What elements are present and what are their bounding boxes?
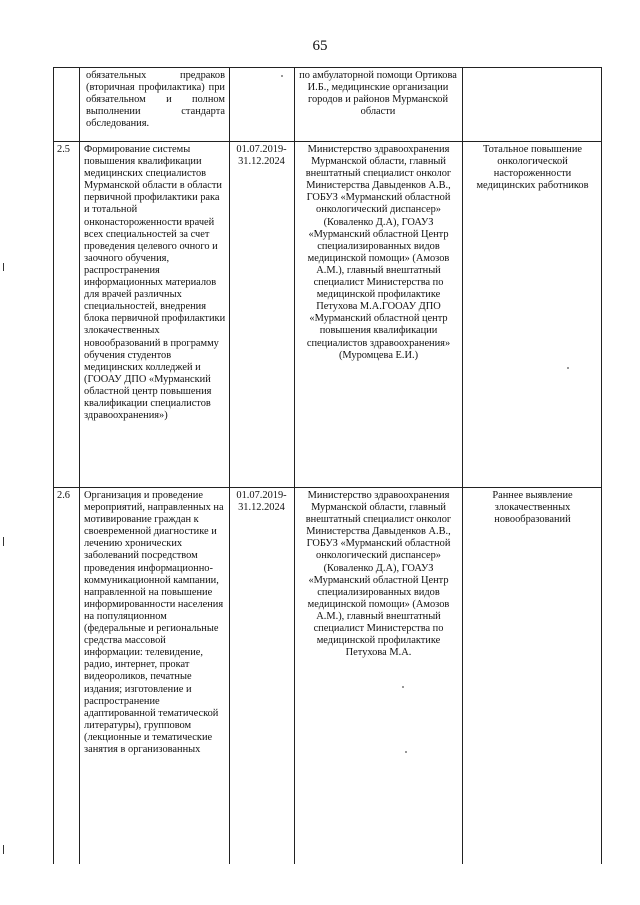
period-cell: 01.07.2019-31.12.2024 <box>236 490 287 514</box>
responsible-cell: Министерство здравоохранения Мурманской области, главный внештатный специалист онколог Министерства Давыденков А.В., ГОБУЗ «Мурманский областной онкологический диспансер» (Коваленко Д.А), ГОАУЗ «Мурманский областной Центр специализированных видов медицинской помощи» (Амозов А.М.), главный внештатный специалист Министерства по медицинской профилактике Петухова М.А.ГООАУ ДПО «Мурманский областной центр повышения квалификации специалистов здравоохранения» (Муромцева Е.И.) <box>305 144 452 361</box>
table-rule-col-period <box>294 67 295 864</box>
row-number: 2.6 <box>57 490 70 501</box>
table-rule-top <box>53 67 602 68</box>
table-rule-col-num <box>79 67 80 864</box>
table-rule-col-activity <box>229 67 230 864</box>
table-rule-row-1 <box>53 141 602 142</box>
row-number: 2.5 <box>57 144 70 155</box>
scan-margin-mark <box>3 537 4 546</box>
table-rule-col-left <box>53 67 54 864</box>
scan-margin-mark <box>3 845 4 854</box>
scan-speck <box>402 686 404 688</box>
table-rule-col-right <box>601 67 602 864</box>
scan-speck <box>281 75 283 77</box>
responsible-cell: Министерство здравоохранения Мурманской области, главный внештатный специалист онколог Министерства Давыденков А.В., ГОБУЗ «Мурманский областной онкологический диспансер» (Коваленко Д.А), ГОАУЗ «Мурманский областной Центр специализированных видов медицинской помощи» (Амозов А.М.), главный внештатный специалист Министерства по медицинской профилактике Петухова М.А. <box>305 490 452 659</box>
responsible-cell: по амбулаторной помощи Ортикова И.Б., медицинские организации городов и районов Мурманской области <box>299 70 457 118</box>
period-cell: 01.07.2019-31.12.2024 <box>236 144 287 168</box>
activity-cell: Формирование системы повышения квалификации медицинских специалистов Мурманской области в области первичной профилактики рака и тотальной онконастороженности врачей всех специальностей за счет проведения целевого очного и заочного обучения, распространения информационных материалов для врачей различных специальностей, внедрения блока первичной профилактики злокачественных новообразований в программу обучения студентов медицинских колледжей и (ГООАУ ДПО «Мурманский областной центр повышения квалификации специалистов здравоохранения») <box>84 144 226 422</box>
page-number: 65 <box>312 38 328 54</box>
activity-cell: обязательных предраков (вторичная профилактика) при обязательном и полном выполнении стандарта обследования. <box>86 70 225 130</box>
scan-speck <box>405 751 407 753</box>
table-rule-row-2 <box>53 487 602 488</box>
result-cell: Тотальное повышение онкологической настороженности медицинских работников <box>476 144 589 192</box>
scan-margin-mark <box>3 263 4 271</box>
result-cell: Раннее выявление злокачественных новообразований <box>492 490 573 526</box>
scan-speck <box>567 367 569 369</box>
activity-cell: Организация и проведение мероприятий, направленных на мотивирование граждан к своевременной диагностике и лечению хронических заболеваний посредством проведения информационно-коммуникационной кампании, направленной на повышение информированности населения на популяционном (федеральные и региональные средства массовой информации: телевидение, радио, интернет, прокат видеороликов, печатные издания; изготовление и распространение адаптированной тематической литературы), групповом (лекционные и тематические занятия в организованных <box>84 490 224 755</box>
table-rule-col-responsible <box>462 67 463 864</box>
